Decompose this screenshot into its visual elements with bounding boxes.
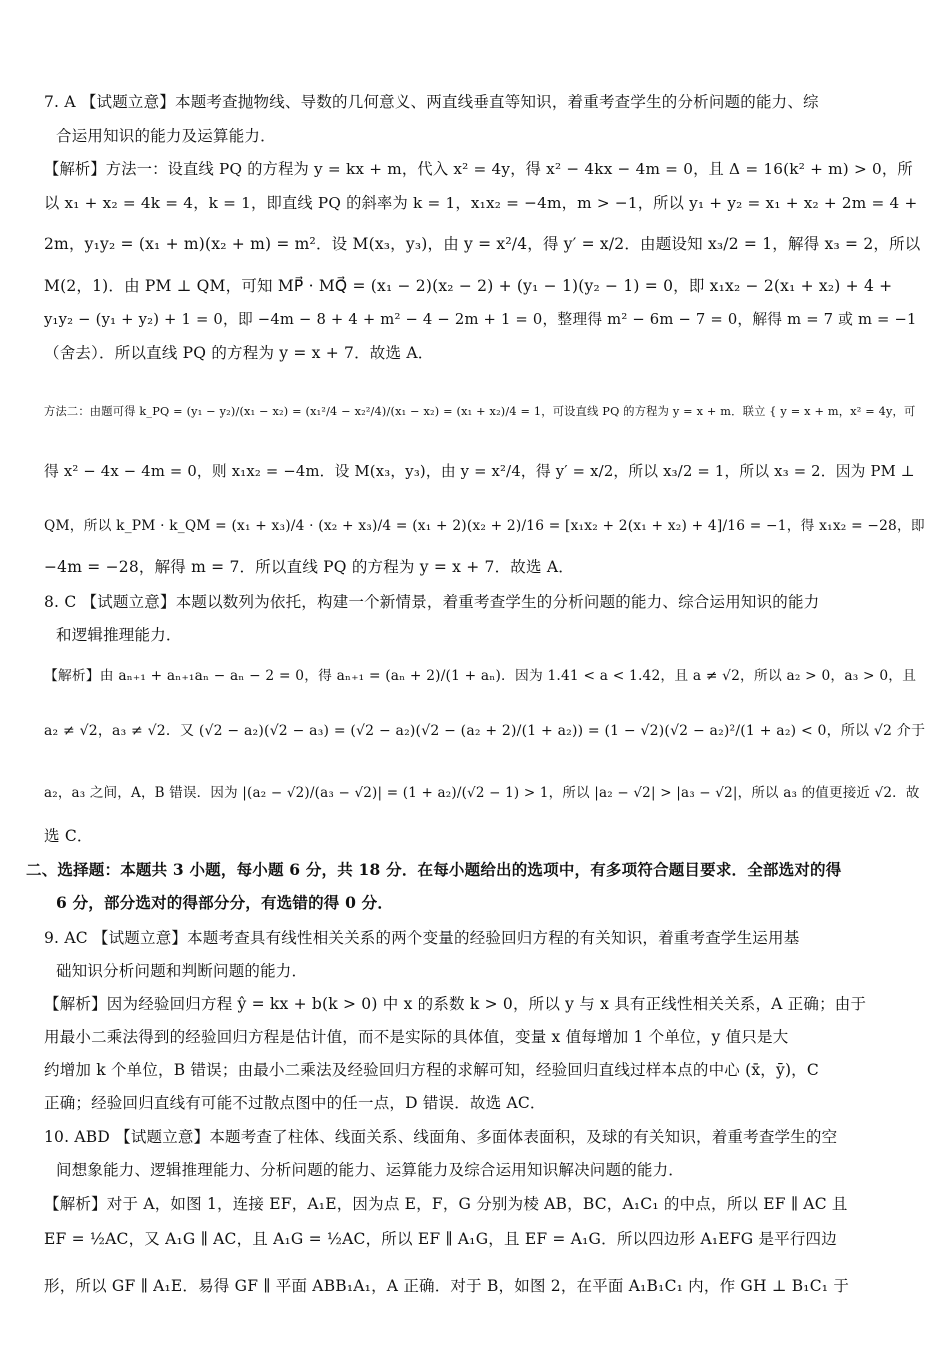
- text-line: QM，所以 k_PM · k_QM = (x₁ + x₃)/4 · (x₂ + x₃)/4 = (x₁ + 2)(x₂ + 2)/16 = [x₁x₂ + 2(x₁ + x₂) + 4]/16 = −1，得 x₁x₂ = −28，即: [44, 518, 925, 534]
- text-line: EF = ½AC，又 A₁G ∥ AC，且 A₁G = ½AC，所以 EF ∥ A₁G，且 EF = A₁G．所以四边形 A₁EFG 是平行四边: [44, 1230, 837, 1248]
- text-line: 9. AC 【试题立意】本题考查具有线性相关关系的两个变量的经验回归方程的有关知识，着重考查学生运用基: [44, 929, 800, 947]
- text-line: 【解析】由 aₙ₊₁ + aₙ₊₁aₙ − aₙ − 2 = 0，得 aₙ₊₁ = (aₙ + 2)/(1 + aₙ)．因为 1.41 < a < 1.42，且 a ≠ √2，所以 a₂ > 0，a₃ > 0，且: [44, 668, 917, 684]
- text-line: 【解析】方法一：设直线 PQ 的方程为 y = kx + m，代入 x² = 4y，得 x² − 4kx − 4m = 0，且 Δ = 16(k² + m) > 0，所: [44, 160, 913, 178]
- text-line: 选 C．: [44, 827, 93, 845]
- text-line: 方法二：由题可得 k_PQ = (y₁ − y₂)/(x₁ − x₂) = (x₁²/4 − x₂²/4)/(x₁ − x₂) = (x₁ + x₂)/4 = 1，可设直线 PQ 的方程为 y = x + m．联立 { y = x + m，x² = 4y，可: [44, 405, 916, 418]
- text-line: 以 x₁ + x₂ = 4k = 4，k = 1，即直线 PQ 的斜率为 k = 1，x₁x₂ = −4m，m > −1，所以 y₁ + y₂ = x₁ + x₂ + 2m = 4 +: [44, 194, 918, 212]
- text-line: 得 x² − 4x − 4m = 0，则 x₁x₂ = −4m．设 M(x₃，y₃)，由 y = x²/4，得 y′ = x/2，所以 x₃/2 = 1，所以 x₃ = 2．因为 PM ⊥: [44, 463, 915, 480]
- text-line: 7. A 【试题立意】本题考查抛物线、导数的几何意义、两直线垂直等知识，着重考查学生的分析问题的能力、综: [44, 93, 819, 111]
- text-line: M(2，1)．由 PM ⊥ QM，可知 MP⃗ · MQ⃗ = (x₁ − 2)(x₂ − 2) + (y₁ − 1)(y₂ − 1) = 0，即 x₁x₂ − 2(x₁ + x₂) + 4 +: [44, 277, 893, 295]
- text-line: 正确；经验回归直线有可能不过散点图中的任一点，D 错误．故选 AC．: [44, 1094, 546, 1112]
- text-line: 形，所以 GF ∥ A₁E．易得 GF ∥ 平面 ABB₁A₁，A 正确．对于 B，如图 2，在平面 A₁B₁C₁ 内，作 GH ⊥ B₁C₁ 于: [44, 1277, 850, 1295]
- text-line: y₁y₂ − (y₁ + y₂) + 1 = 0，即 −4m − 8 + 4 + m² − 4 − 2m + 1 = 0，整理得 m² − 6m − 7 = 0，解得 m = 7 或 m = −1: [44, 311, 917, 328]
- section-heading: 6 分，部分选对的得部分分，有选错的得 0 分．: [56, 893, 394, 912]
- text-line: 2m，y₁y₂ = (x₁ + m)(x₂ + m) = m²．设 M(x₃，y₃)，由 y = x²/4，得 y′ = x/2．由题设知 x₃/2 = 1，解得 x₃ = 2，所以: [44, 235, 921, 253]
- text-line: 间想象能力、逻辑推理能力、分析问题的能力、运算能力及综合运用知识解决问题的能力．: [56, 1161, 685, 1179]
- text-line: a₂，a₃ 之间，A，B 错误．因为 |(a₂ − √2)/(a₃ − √2)| = (1 + a₂)/(√2 − 1) > 1，所以 |a₂ − √2| > |a₃ − √2|，所以 a₃ 的值更接近 √2．故: [44, 785, 920, 801]
- text-line: 8. C 【试题立意】本题以数列为依托，构建一个新情景，着重考查学生的分析问题的能力、综合运用知识的能力: [44, 593, 820, 611]
- text-line: （舍去）．所以直线 PQ 的方程为 y = x + 7．故选 A．: [44, 344, 434, 362]
- text-line: 【解析】因为经验回归方程 ŷ = kx + b(k > 0) 中 x 的系数 k > 0，所以 y 与 x 具有正线性相关关系，A 正确；由于: [44, 995, 867, 1013]
- text-line: 用最小二乘法得到的经验回归方程是估计值，而不是实际的具体值，变量 x 值每增加 1 个单位，y 值只是大: [44, 1028, 789, 1046]
- text-line: 合运用知识的能力及运算能力．: [56, 127, 276, 145]
- text-line: 10. ABD 【试题立意】本题考查了柱体、线面关系、线面角、多面体表面积，及球的有关知识，着重考查学生的空: [44, 1128, 838, 1146]
- text-line: 础知识分析问题和判断问题的能力．: [56, 962, 308, 980]
- text-line: 【解析】对于 A，如图 1，连接 EF，A₁E，因为点 E，F，G 分别为棱 AB，BC，A₁C₁ 的中点，所以 EF ∥ AC 且: [44, 1195, 848, 1213]
- text-line: a₂ ≠ √2，a₃ ≠ √2．又 (√2 − a₂)(√2 − a₃) = (√2 − a₂)(√2 − (a₂ + 2)/(1 + a₂)) = (1 − √2)(√2 − a₂)²/(1 + a₂) < 0，所以 √2 介于: [44, 723, 926, 739]
- text-line: 和逻辑推理能力．: [56, 626, 182, 644]
- section-heading: 二、选择题：本题共 3 小题，每小题 6 分，共 18 分．在每小题给出的选项中，有多项符合题目要求．全部选对的得: [26, 860, 842, 879]
- text-line: −4m = −28，解得 m = 7．所以直线 PQ 的方程为 y = x + 7．故选 A．: [44, 558, 574, 576]
- text-line: 约增加 k 个单位，B 错误；由最小二乘法及经验回归方程的求解可知，经验回归直线过样本点的中心 (x̄，ȳ)，C: [44, 1061, 819, 1079]
